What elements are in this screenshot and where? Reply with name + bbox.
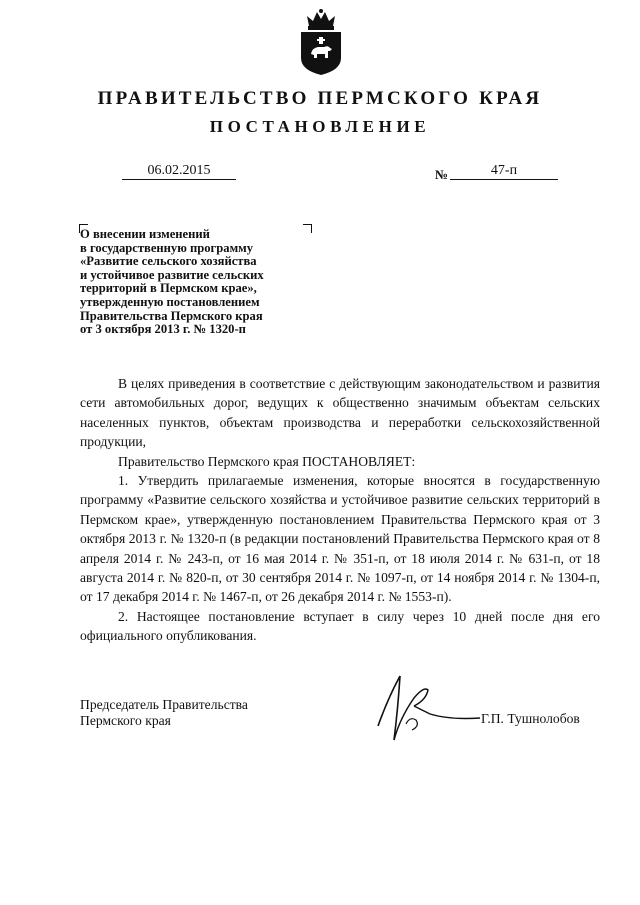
- subject-line: от 3 октября 2013 г. № 1320-п: [80, 322, 246, 337]
- government-title: ПРАВИТЕЛЬСТВО ПЕРМСКОГО КРАЯ: [97, 88, 543, 109]
- subject-line: утвержденную постановлением: [80, 294, 260, 309]
- subject-line: и устойчивое развитие сельских: [80, 267, 264, 282]
- number-sign: №: [435, 167, 449, 182]
- signatory-title-line: Пермского края: [80, 713, 171, 728]
- subject-line: территорий в Пермском крае»,: [80, 281, 257, 296]
- subject-line: Правительства Пермского края: [80, 308, 263, 323]
- item-2-paragraph: 2. Настоящее постановление вступает в силу через 10 дней после дня его официального опубликования.: [80, 608, 600, 644]
- document-date: 06.02.2015: [122, 163, 236, 180]
- signatory-name: Г.П. Тушнолобов: [481, 711, 580, 726]
- signatory-title: [80, 697, 248, 729]
- handwritten-signature: [370, 668, 490, 748]
- subject-line: в государственную программу: [80, 240, 254, 255]
- document-type: ПОСТАНОВЛЕНИЕ: [209, 117, 431, 136]
- document-number: 47-п: [450, 163, 558, 180]
- signatory-title-line: Председатель Правительства: [80, 697, 248, 712]
- document-body: [80, 374, 600, 646]
- perm-krai-coat-of-arms-icon: [297, 8, 345, 76]
- preamble-paragraph: В целях приведения в соответствие с действующим законодательством и развития сети автомобильных дорог, ведущих к общественно значимым объектам сельских населенных пунктов, объектам производства и переработки сельскохозяйственной продукции,: [80, 376, 600, 450]
- subject-line: «Развитие сельского хозяйства: [80, 254, 257, 269]
- subject-line: О внесении изменений: [80, 227, 210, 241]
- document-subject: [80, 228, 320, 337]
- resolution-paragraph: Правительство Пермского края ПОСТАНОВЛЯЕТ:: [118, 453, 416, 469]
- item-1-paragraph: 1. Утвердить прилагаемые изменения, которые вносятся в государственную программу «Развитие сельского хозяйства и устойчивое развитие сельских территорий в Пермском крае», утвержденную постановлением Правительства Пермского края от 3 октября 2013 г. № 1320-п (в редакции постановлений Правительства Пермского края от 8 апреля 2014 г. № 243-п, от 16 мая 2014 г. № 351-п, от 18 июля 2014 г. № 631-п, от 18 августа 2014 г. № 820-п, от 30 сентября 2014 г. № 1097-п, от 14 ноября 2014 г. № 1304-п, от 17 декабря 2014 г. № 1467-п, от 26 декабря 2014 г. № 1553-п).: [80, 473, 600, 605]
